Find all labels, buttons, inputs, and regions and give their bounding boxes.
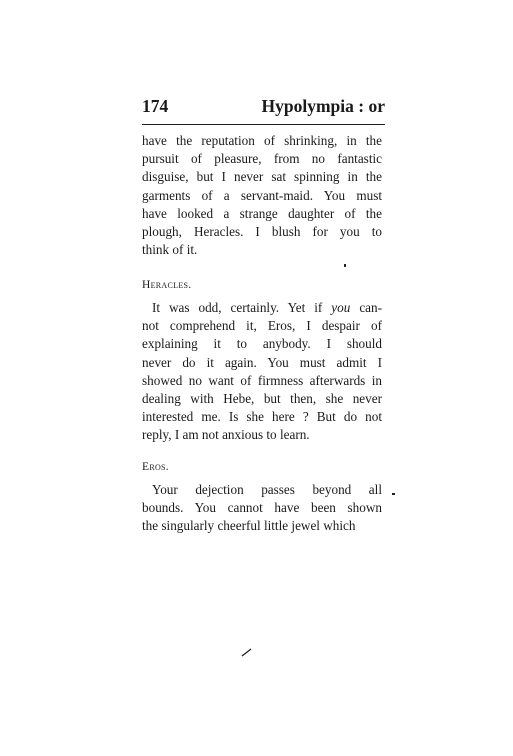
emphasis-you: you <box>331 300 351 315</box>
text-line: reply, I am not anxious to learn. <box>142 427 310 443</box>
ink-speck <box>344 264 346 267</box>
text-line: plough, Heracles. I blush for you to <box>142 223 382 239</box>
paragraph-continued <box>142 132 382 259</box>
page-number: 174 <box>142 96 169 116</box>
header-rule <box>142 124 385 125</box>
text-line: not comprehend it, Eros, I despair of <box>142 318 382 334</box>
line-segment: It was odd, certainly. Yet if <box>152 300 323 315</box>
speaker-heading-heracles: Heracles. <box>142 279 192 291</box>
pen-mark <box>240 646 254 658</box>
text-line: have the reputation of shrinking, in the <box>142 133 382 148</box>
text-line <box>142 299 382 317</box>
line-segment: can- <box>359 300 383 315</box>
text-line: think of it. <box>142 242 198 258</box>
speaker-heading-eros: Eros. <box>142 461 169 473</box>
page-header <box>142 96 385 118</box>
text-line: Your dejection passes beyond all <box>152 482 382 497</box>
text-line: interested me. Is she here ? But do not <box>142 409 382 425</box>
paragraph-heracles <box>142 299 382 445</box>
ink-speck <box>392 493 395 495</box>
text-line: the singularly cheerful little jewel which <box>142 518 356 534</box>
text-line: have looked a strange daughter of the <box>142 205 382 221</box>
text-line: explaining it to anybody. I should <box>142 336 382 352</box>
text-line: never do it again. You must admit I <box>142 354 382 370</box>
text-line: disguise, but I never sat spinning in the <box>142 169 382 185</box>
text-line: bounds. You cannot have been shown <box>142 500 382 516</box>
text-line: showed no want of firmness afterwards in <box>142 372 382 388</box>
text-line: garments of a servant-maid. You must <box>142 187 382 203</box>
text-line: pursuit of pleasure, from no fantastic <box>142 151 382 167</box>
paragraph-eros <box>142 481 382 536</box>
text-line: dealing with Hebe, but then, she never <box>142 390 382 406</box>
running-title: Hypolympia : or <box>261 96 385 116</box>
